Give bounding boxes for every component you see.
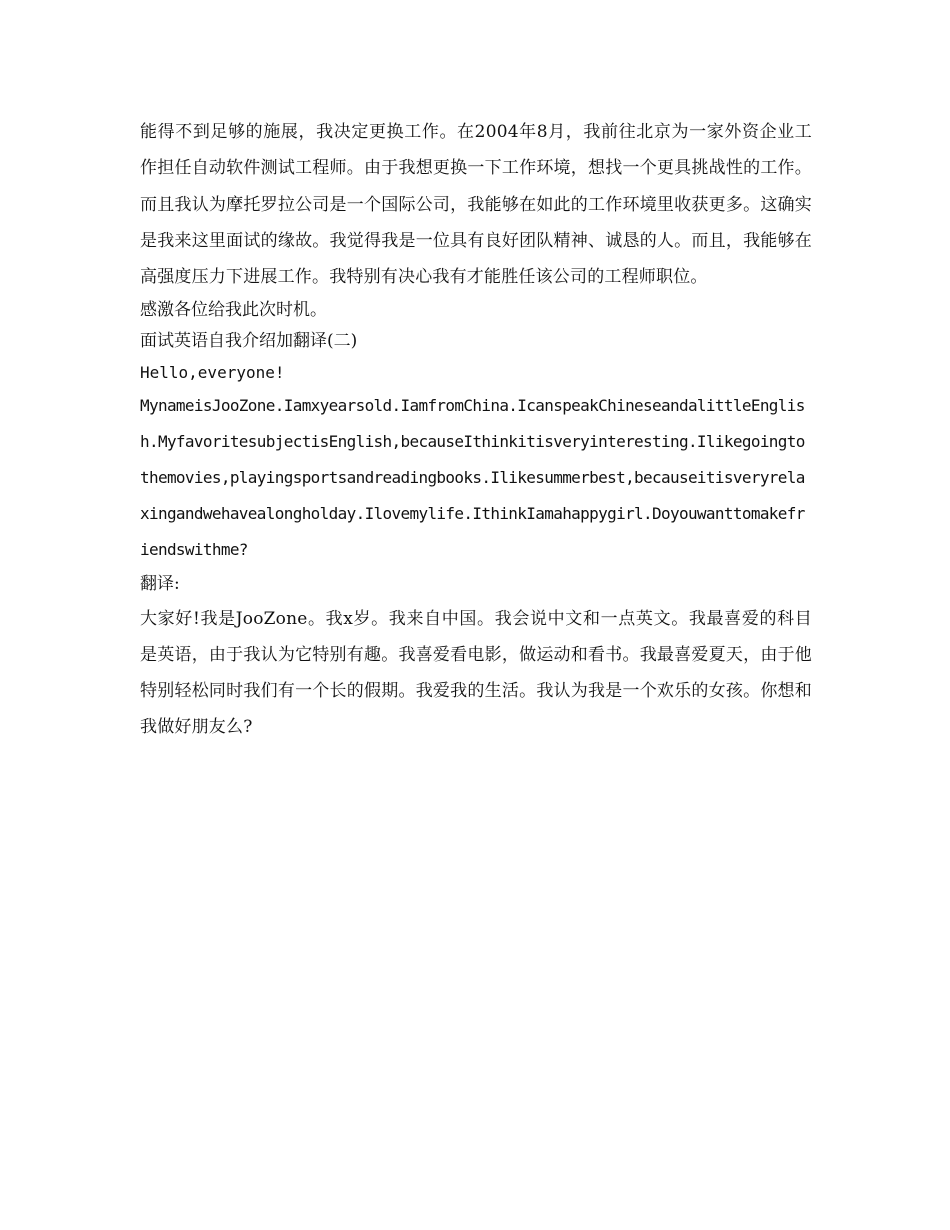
english-greeting: Hello,everyone! xyxy=(140,363,285,383)
document-body xyxy=(140,114,812,745)
thanks-line: 感激各位给我此次时机。 xyxy=(140,300,327,321)
english-self-introduction: MynameisJooZone.Iamxyearsold.IamfromChina.IcanspeakChineseandalittleEnglish.MyfavoritesubjectisEnglish,becauseIthinkitisveryinteresting.Ilikegoingtothemovies,playingsportsandreadingbooks.Ilikesummerbest,becauseitisveryrelaxingandwehavealongholday.Ilovemylife.IthinkIamahappygirl.Doyouwanttomakefriendswithme? xyxy=(140,396,805,560)
section-heading: 面试英语自我介绍加翻译(二) xyxy=(140,331,358,352)
translation-label: 翻译: xyxy=(140,574,180,595)
intro-paragraph: 能得不到足够的施展，我决定更换工作。在2004年8月，我前往北京为一家外资企业工作担任自动软件测试工程师。由于我想更换一下工作环境，想找一个更具挑战性的工作。而且我认为摩托罗拉公司是一个国际公司，我能够在如此的工作环境里收获更多。这确实是我来这里面试的缘故。我觉得我是一位具有良好团队精神、诚恳的人。而且，我能够在高强度压力下进展工作。我特别有决心我有才能胜任该公司的工程师职位。 xyxy=(140,122,812,288)
translation-paragraph: 大家好!我是JooZone。我x岁。我来自中国。我会说中文和一点英文。我最喜爱的科目是英语，由于我认为它特别有趣。我喜爱看电影，做运动和看书。我最喜爱夏天，由于他特别轻松同时我们有一个长的假期。我爱我的生活。我认为我是一个欢乐的女孩。你想和我做好朋友么? xyxy=(140,609,812,738)
